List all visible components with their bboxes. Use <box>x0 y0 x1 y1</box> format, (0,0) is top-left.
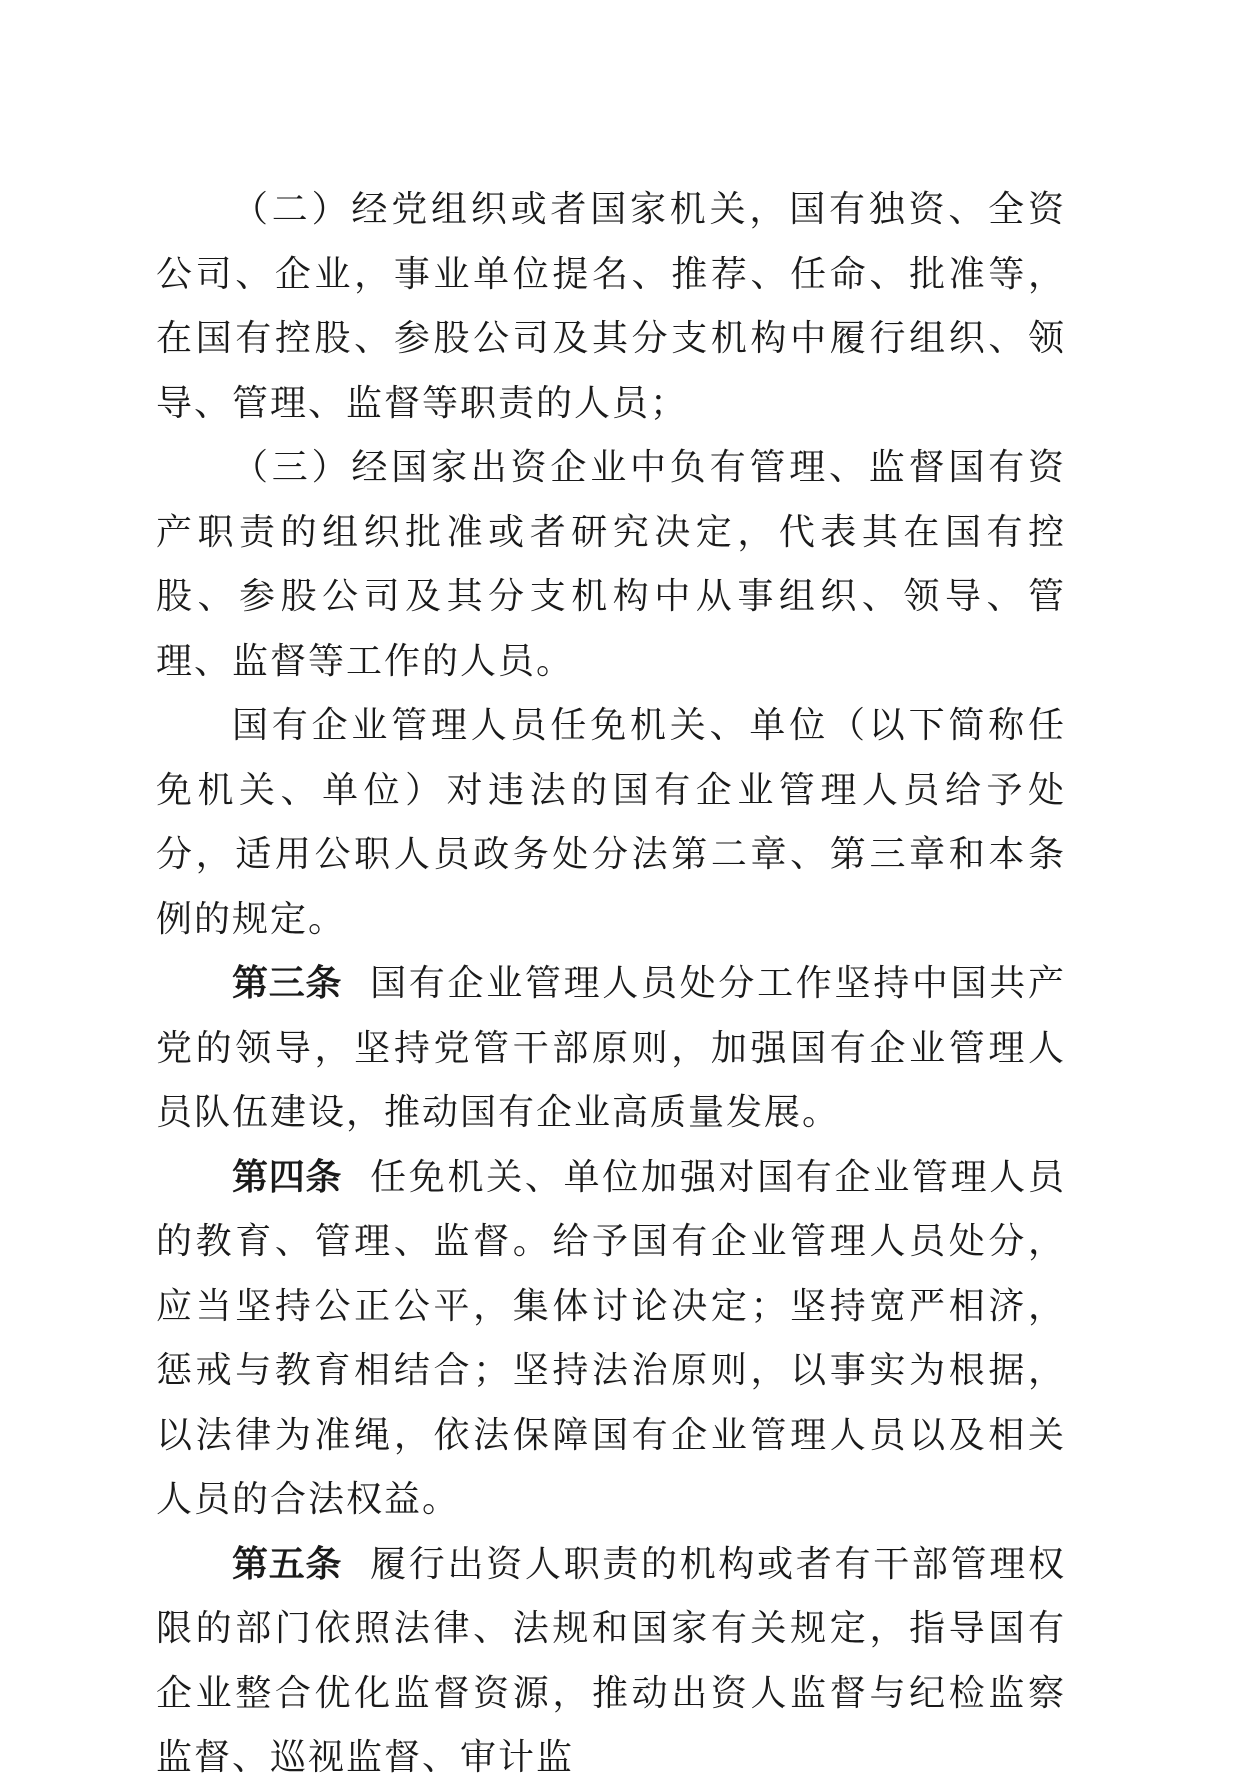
article-number: 第五条 <box>232 1543 343 1585</box>
article-3 <box>156 952 1066 1146</box>
article-text: 国有企业管理人员处分工作坚持中国共产党的领导，坚持党管干部原则，加强国有企业管理人员队伍建设，推动国有企业高质量发展。 <box>156 963 1066 1133</box>
document-body <box>156 178 1066 1791</box>
article-text: 任免机关、单位加强对国有企业管理人员的教育、管理、监督。给予国有企业管理人员处分，应当坚持公正公平，集体讨论决定；坚持宽严相济，惩戒与教育相结合；坚持法治原则，以事实为根据，以法律为准绳，依法保障国有企业管理人员以及相关人员的合法权益。 <box>156 1156 1066 1520</box>
paragraph-item-2 <box>156 178 1066 436</box>
article-number: 第四条 <box>232 1156 343 1198</box>
paragraph-text: （二）经党组织或者国家机关，国有独资、全资公司、企业，事业单位提名、推荐、任命、批准等，在国有控股、参股公司及其分支机构中履行组织、领导、管理、监督等职责的人员； <box>156 189 1066 424</box>
paragraph-appointing-authority <box>156 694 1066 952</box>
article-5 <box>156 1533 1066 1791</box>
article-4 <box>156 1146 1066 1533</box>
article-text: 履行出资人职责的机构或者有干部管理权限的部门依照法律、法规和国家有关规定，指导国有企业整合优化监督资源，推动出资人监督与纪检监察监督、巡视监督、审计监 <box>156 1543 1066 1778</box>
article-number: 第三条 <box>232 963 343 1004</box>
paragraph-text: （三）经国家出资企业中负有管理、监督国有资产职责的组织批准或者研究决定，代表其在国有控股、参股公司及其分支机构中从事组织、领导、管理、监督等工作的人员。 <box>156 447 1066 682</box>
paragraph-text: 国有企业管理人员任免机关、单位（以下简称任免机关、单位）对违法的国有企业管理人员给予处分，适用公职人员政务处分法第二章、第三章和本条例的规定。 <box>156 705 1066 940</box>
paragraph-item-3 <box>156 436 1066 694</box>
